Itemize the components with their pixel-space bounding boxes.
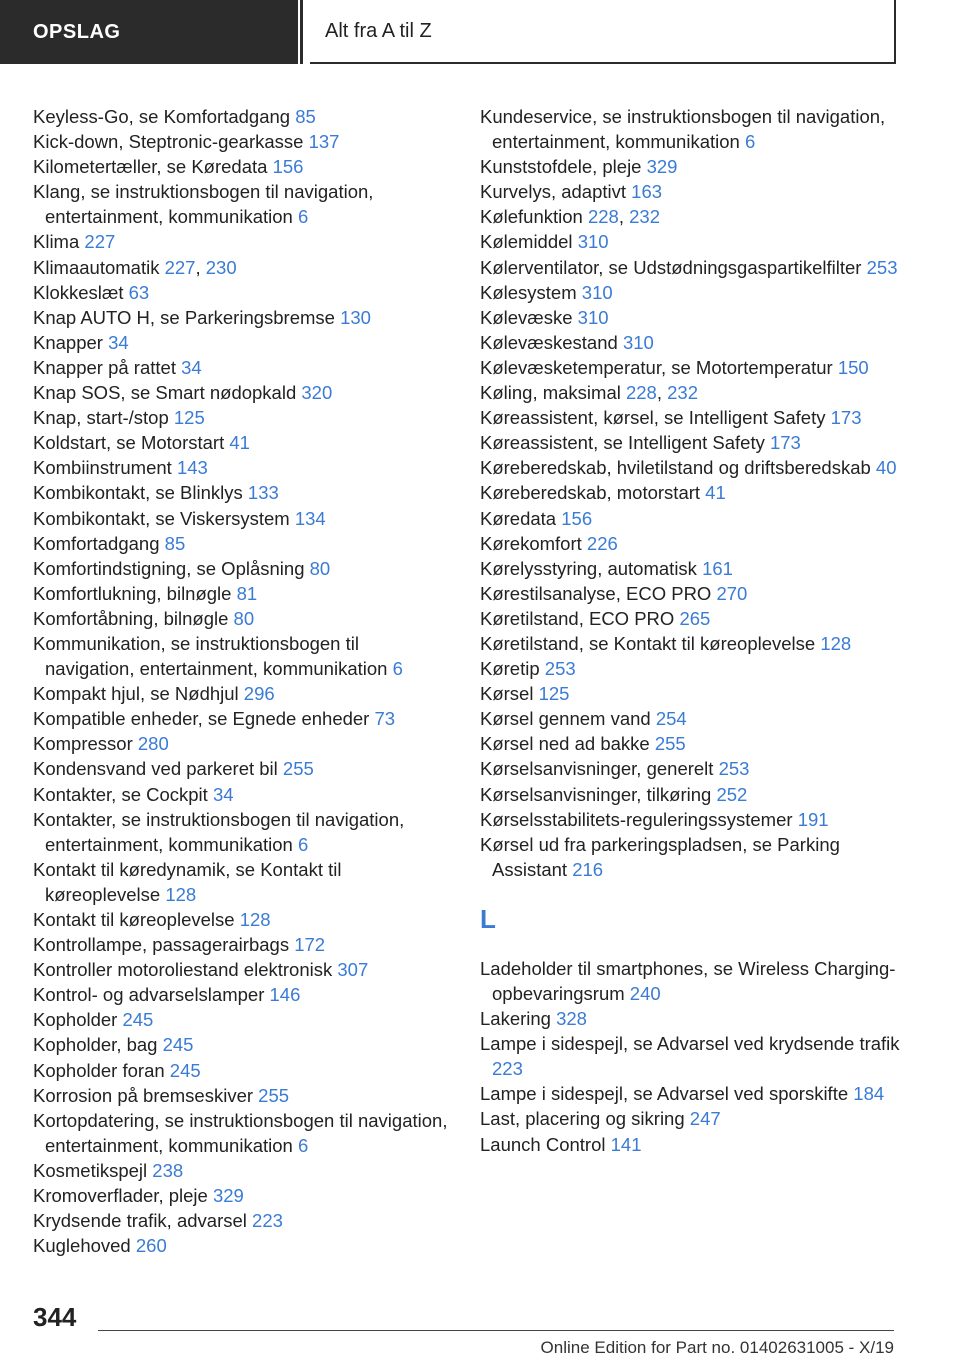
index-entry (480, 179, 910, 204)
page-link[interactable]: 240 (629, 983, 661, 1004)
page-link[interactable]: 128 (820, 632, 852, 654)
entry-text: Køreassistent, kørsel, se Intelligent Safety (480, 407, 826, 429)
section-title: OPSLAG (33, 20, 121, 43)
page-number: 344 (33, 1302, 77, 1332)
index-entry (33, 957, 453, 982)
entry-text: Knap SOS, se Smart nødopkald (33, 382, 297, 404)
page-link[interactable]: 255 (282, 758, 314, 780)
entry-text: Kørselsanvisninger, generelt (480, 758, 714, 780)
entry-text: Kølevæske (480, 306, 573, 328)
index-entry (33, 982, 453, 1007)
entry-text: Kontakter, se instruktionsbogen til navigation, entertainment, kommunikation (33, 808, 405, 855)
page-link[interactable]: 238 (152, 1159, 184, 1181)
page-link[interactable]: 63 (128, 281, 150, 303)
entry-text: Kørekomfort (480, 532, 582, 554)
entry-text: Kørselsstabilitets-reguleringssystemer (480, 808, 793, 830)
page-link[interactable]: 329 (212, 1185, 244, 1207)
entry-text: Kølevæskestand (480, 331, 618, 353)
page-link[interactable]: 252 (716, 783, 748, 805)
entry-text: Korrosion på bremseskiver (33, 1084, 254, 1106)
index-entry: Køling, maksimal 228, 232 (480, 382, 699, 404)
index-entry (480, 280, 910, 305)
page-link[interactable]: 6 (297, 206, 309, 228)
entry-text: Knapper på rattet (33, 356, 176, 378)
index-entry (33, 932, 453, 957)
entry-text: Ladeholder til smartphones, se Wireless Charging-opbevaringsrum (480, 957, 896, 1004)
entry-text: Kontrol- og advarselslamper (33, 984, 265, 1006)
entry-text: Keyless-Go, se Komfortadgang (33, 106, 291, 127)
index-entry (480, 154, 910, 179)
index-entry (480, 104, 910, 154)
page-link[interactable]: 80 (233, 607, 255, 629)
entry-text: Køreberedskab, motorstart (480, 482, 701, 504)
entry-text: Kosmetikspejl (33, 1159, 148, 1181)
index-entry (480, 430, 910, 455)
page-link[interactable]: 223 (492, 1058, 523, 1080)
index-entry (33, 355, 453, 380)
footer-rule (98, 1330, 894, 1331)
entry-text: Kørsel gennem vand (480, 708, 651, 730)
page-link[interactable]: 223 (252, 1210, 283, 1232)
page-link[interactable]: 245 (169, 1059, 201, 1081)
entry-text: Køreassistent, se Intelligent Safety (480, 432, 765, 454)
page-link[interactable]: 40 (875, 457, 897, 479)
page-link[interactable]: 216 (572, 858, 604, 880)
page-link[interactable]: 270 (716, 582, 748, 604)
page-link[interactable]: 228 (625, 382, 657, 404)
index-entry (33, 480, 453, 505)
index-entry (480, 1081, 910, 1106)
page-link[interactable]: 128 (239, 909, 271, 930)
page-link[interactable]: 143 (176, 457, 208, 479)
page-link[interactable]: 133 (247, 482, 279, 504)
entry-text: Kørsel ud fra parkeringspladsen, se Parking Assistant (480, 833, 840, 880)
index-entry (33, 1058, 453, 1083)
index-entry (33, 531, 453, 556)
page-link[interactable]: 173 (769, 432, 801, 454)
subsection-title: Alt fra A til Z (325, 19, 432, 42)
index-entry (480, 681, 910, 706)
entry-text: Kontakt til køredynamik, se Kontakt til køreoplevelse (33, 858, 342, 905)
page-link[interactable]: 245 (122, 1009, 154, 1031)
page-link[interactable]: 227 (164, 256, 196, 278)
index-entry: Kølefunktion 228, 232 (480, 206, 661, 228)
index-entry (480, 556, 910, 581)
entry-text: Køling, maksimal (480, 382, 621, 404)
index-entry (33, 1208, 453, 1233)
index-entry (33, 706, 453, 731)
page-link[interactable]: 41 (705, 482, 726, 504)
page-link[interactable]: 310 (577, 231, 609, 253)
index-entry (33, 1083, 453, 1108)
page-link[interactable]: 156 (561, 507, 593, 529)
index-entry (33, 129, 453, 154)
entry-text: Klima (33, 231, 80, 253)
page-link[interactable]: 226 (586, 532, 618, 554)
page-link[interactable]: 247 (689, 1108, 721, 1130)
index-entry (33, 731, 453, 756)
entry-text: Køretilstand, ECO PRO (480, 607, 675, 629)
index-entry (480, 631, 910, 656)
entry-text: Lakering (480, 1008, 551, 1030)
index-entry (480, 832, 910, 882)
index-entry (33, 1158, 453, 1183)
entry-text: Kilometertæller, se Køredata (33, 156, 268, 178)
entry-text: Kølefunktion (480, 206, 583, 228)
entry-text: Kondensvand ved parkeret bil (33, 758, 278, 780)
page-link[interactable]: 146 (269, 984, 301, 1006)
page-link[interactable]: 125 (538, 683, 570, 705)
page-link[interactable]: 137 (308, 131, 340, 153)
index-entry (33, 681, 453, 706)
entry-text: Kølemiddel (480, 231, 573, 253)
page-link[interactable]: 228 (587, 206, 619, 228)
section-letter: L (480, 903, 496, 934)
entry-text: Kørestilsanalyse, ECO PRO (480, 582, 712, 604)
entry-text: Kromoverflader, pleje (33, 1185, 208, 1207)
index-entry (480, 355, 910, 380)
entry-text: Knap AUTO H, se Parkeringsbremse (33, 306, 335, 328)
page-link[interactable]: 128 (165, 883, 197, 905)
index-entry (480, 455, 910, 480)
index-entry (33, 430, 453, 455)
page-link[interactable]: 310 (577, 306, 609, 328)
index-entry (33, 330, 453, 355)
index-entry (33, 405, 453, 430)
page-link[interactable]: 245 (162, 1034, 194, 1056)
page-link[interactable]: 310 (622, 331, 654, 353)
entry-text: Kørsel (480, 683, 534, 705)
page-link[interactable]: 253 (544, 658, 576, 680)
index-column-left (33, 104, 453, 1258)
index-entry (33, 782, 453, 807)
page-link[interactable]: 141 (610, 1133, 642, 1155)
section-tab (0, 0, 298, 64)
index-entry (480, 807, 910, 832)
header-divider (300, 0, 303, 64)
page-link[interactable]: 328 (556, 1008, 587, 1030)
entry-text: Komfortindstigning, se Oplåsning (33, 557, 305, 579)
page-link[interactable]: 232 (667, 382, 699, 404)
subsection-tab (310, 0, 896, 64)
index-entry (33, 1007, 453, 1032)
entry-text: Komfortåbning, bilnøgle (33, 607, 229, 629)
index-entry (33, 1233, 453, 1258)
index-entry (33, 179, 453, 229)
index-entry (480, 305, 910, 330)
entry-text: Kick-down, Steptronic-gearkasse (33, 131, 304, 153)
entry-text: Kompakt hjul, se Nødhjul (33, 683, 239, 705)
index-entry (480, 756, 910, 781)
index-entry (480, 606, 910, 631)
entry-text: Køretip (480, 658, 540, 680)
page-link[interactable]: 85 (164, 532, 186, 554)
page-link[interactable]: 163 (631, 181, 663, 203)
index-column-right (480, 104, 910, 1157)
index-entry (33, 455, 453, 480)
page-link[interactable]: 230 (205, 256, 237, 278)
page-link[interactable]: 80 (309, 557, 331, 579)
entry-text: Kombikontakt, se Blinklys (33, 482, 243, 504)
page-link[interactable]: 173 (830, 407, 862, 429)
index-entry (33, 807, 453, 857)
entry-text: Knap, start-/stop (33, 407, 169, 429)
entry-text: Kontrollampe, passagerairbags (33, 934, 290, 956)
index-entry (33, 1032, 453, 1057)
entry-text: Kørsel ned ad bakke (480, 733, 650, 755)
page-link[interactable]: 253 (866, 256, 898, 278)
index-entry (480, 1132, 910, 1157)
page-link[interactable]: 34 (181, 356, 202, 378)
entry-text: Kørelysstyring, automatisk (480, 557, 697, 579)
entry-text: Kølevæsketemperatur, se Motortemperatur (480, 356, 833, 378)
page-link[interactable]: 6 (744, 131, 756, 153)
page-link[interactable]: 156 (272, 156, 304, 178)
index-entry (33, 857, 453, 907)
page-link[interactable]: 41 (229, 432, 250, 454)
page-link[interactable]: 329 (646, 156, 678, 178)
index-entry (480, 1031, 910, 1081)
index-entry (480, 706, 910, 731)
page-link[interactable]: 255 (258, 1084, 290, 1106)
entry-text: Kørselsanvisninger, tilkøring (480, 783, 712, 805)
index-entry (480, 255, 910, 280)
entry-text: Kombiinstrument (33, 457, 172, 479)
index-entry (33, 606, 453, 631)
index-entry (480, 731, 910, 756)
index-entry (480, 330, 910, 355)
entry-text: Komfortadgang (33, 532, 160, 554)
entry-text: Kuglehoved (33, 1235, 131, 1257)
page-link[interactable]: 150 (837, 356, 869, 378)
entry-text: Kurvelys, adaptivt (480, 181, 627, 203)
page-link[interactable]: 161 (702, 557, 733, 579)
page-link[interactable]: 254 (655, 708, 687, 730)
page-link[interactable]: 6 (392, 658, 403, 680)
entry-text: Kontakter, se Cockpit (33, 783, 208, 805)
page-link[interactable]: 265 (679, 607, 711, 629)
entry-text: Kombikontakt, se Viskersystem (33, 507, 290, 529)
index-entry (480, 581, 910, 606)
page-link[interactable]: 232 (629, 206, 661, 228)
entry-text: Klokkeslæt (33, 281, 124, 303)
index-entry (33, 1183, 453, 1208)
page-link[interactable]: 260 (135, 1235, 167, 1257)
index-entry (480, 506, 910, 531)
page-link[interactable]: 125 (173, 407, 205, 429)
entry-text: Krydsende trafik, advarsel (33, 1210, 247, 1232)
page-link[interactable]: 6 (297, 833, 309, 855)
index-entry (33, 1108, 453, 1158)
index-entry (33, 380, 453, 405)
entry-text: Launch Control (480, 1133, 606, 1155)
entry-text: Klimaautomatik (33, 256, 160, 278)
index-entry (480, 1106, 910, 1131)
page-link[interactable]: 184 (853, 1083, 885, 1105)
page-link[interactable]: 172 (294, 934, 326, 956)
index-entry (480, 1006, 910, 1031)
entry-text: Kopholder, bag (33, 1034, 158, 1056)
index-entry (33, 907, 453, 932)
index-entry (480, 405, 910, 430)
page-link[interactable]: 34 (212, 783, 234, 805)
entry-text: Kunststofdele, pleje (480, 156, 642, 178)
index-entry (33, 581, 453, 606)
entry-text: Kundeservice, se instruktionsbogen til navigation, entertainment, kommunikation (480, 106, 886, 153)
index-entry (33, 631, 453, 681)
entry-text: Kontroller motoroliestand elektronisk (33, 959, 333, 981)
entry-text: Kompatible enheder, se Egnede enheder (33, 708, 370, 730)
index-entry (33, 556, 453, 581)
index-entry (33, 229, 453, 254)
entry-text: Koldstart, se Motorstart (33, 432, 225, 454)
page-link[interactable]: 310 (581, 281, 613, 303)
index-entry (33, 280, 453, 305)
entry-text: Kontakt til køreoplevelse (33, 909, 235, 930)
page-link[interactable]: 73 (374, 708, 396, 730)
index-group-k (480, 104, 910, 882)
index-entry (33, 756, 453, 781)
page-link[interactable]: 85 (295, 106, 316, 127)
index-entry (480, 229, 910, 254)
index-entry (33, 506, 453, 531)
page-link[interactable]: 130 (340, 306, 371, 328)
page-link[interactable]: 253 (718, 758, 750, 780)
page-link[interactable]: 320 (301, 382, 333, 404)
index-entry (480, 480, 910, 505)
page-link[interactable]: 296 (243, 683, 275, 705)
entry-text: Lampe i sidespejl, se Advarsel ved krydsende trafik (480, 1033, 900, 1055)
index-entry (33, 104, 453, 129)
entry-text: Lampe i sidespejl, se Advarsel ved sporskifte (480, 1083, 849, 1105)
footer-text: Online Edition for Part no. 01402631005 - X/19 (540, 1338, 894, 1357)
entry-text: Last, placering og sikring (480, 1108, 685, 1130)
index-entry (480, 782, 910, 807)
entry-text: Klang, se instruktionsbogen til navigation, entertainment, kommunikation (33, 181, 374, 228)
index-group-l (480, 956, 910, 1157)
page-link[interactable]: 34 (108, 331, 129, 353)
entry-text: Kølerventilator, se Udstødningsgaspartikelfilter (480, 256, 862, 278)
page-link[interactable]: 191 (797, 808, 829, 830)
page-link[interactable]: 81 (236, 582, 258, 604)
index-entry (480, 656, 910, 681)
index-entry (33, 154, 453, 179)
entry-text: Kopholder foran (33, 1059, 165, 1081)
entry-text: Kølesystem (480, 281, 577, 303)
entry-text: Kopholder (33, 1009, 118, 1031)
entry-text: Kortopdatering, se instruktionsbogen til navigation, entertainment, kommunikation (33, 1109, 448, 1156)
index-entry (480, 531, 910, 556)
index-entry (33, 305, 453, 330)
entry-text: Komfortlukning, bilnøgle (33, 582, 232, 604)
entry-text: Køreberedskab, hviletilstand og driftsberedskab (480, 457, 871, 479)
entry-text: Køredata (480, 507, 557, 529)
index-entry (480, 956, 910, 1006)
page-link[interactable]: 255 (654, 733, 686, 755)
page-link[interactable]: 280 (137, 733, 169, 755)
entry-text: Kompressor (33, 733, 133, 755)
page-link[interactable]: 227 (84, 231, 116, 253)
index-entry: Klimaautomatik 227, 230 (33, 256, 237, 278)
entry-text: Kommunikation, se instruktionsbogen til navigation, entertainment, kommunikation (33, 632, 388, 680)
page-link[interactable]: 6 (297, 1134, 309, 1156)
page-link[interactable]: 307 (337, 959, 369, 981)
entry-text: Køretilstand, se Kontakt til køreoplevelse (480, 632, 816, 654)
page-link[interactable]: 134 (294, 507, 326, 529)
entry-text: Knapper (33, 331, 103, 353)
